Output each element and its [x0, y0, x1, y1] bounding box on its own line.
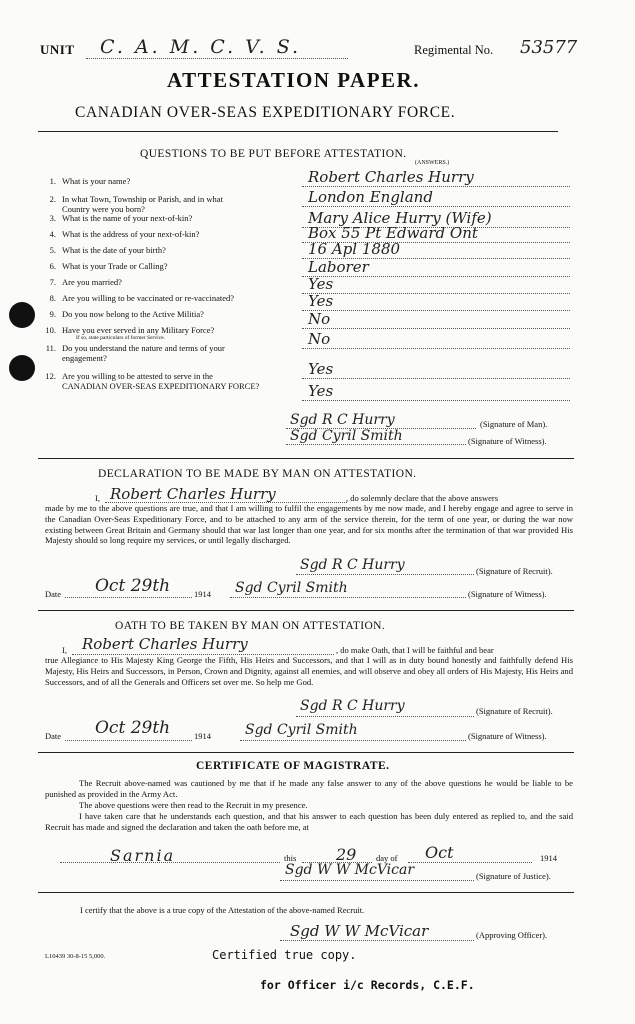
question-row — [40, 245, 300, 255]
certified-copy-stamp: Certified true copy. — [212, 948, 357, 962]
question-number: 6. — [49, 261, 56, 271]
punch-hole — [9, 302, 35, 328]
declaration-i: I, — [95, 493, 100, 503]
certificate-p1: The Recruit above-named was cautioned by me that if he made any false answer to any of the above questions he would be liable to be punished as provided in the Army Act. — [45, 778, 573, 799]
declaration-sig-witness-label: (Signature of Witness). — [468, 589, 547, 599]
signature-man-label: (Signature of Man). — [480, 419, 548, 429]
question-text: What is the date of your birth? — [62, 245, 166, 255]
question-row — [40, 325, 300, 341]
question-row — [40, 176, 300, 186]
oath-year: 1914 — [194, 731, 211, 741]
declaration-sig-witness: Sgd Cyril Smith — [235, 580, 348, 596]
oath-sig-witness: Sgd Cyril Smith — [245, 722, 358, 738]
declaration-year: 1914 — [194, 589, 211, 599]
certificate-this: this — [284, 853, 297, 863]
oath-i: I, — [62, 645, 67, 655]
declaration-body: made by me to the above questions are true, and that I am willing to fulfil the engagements by me now made, and I hereby engage and agree to serve in the Canadian Over-Seas Expeditionary Force, and to be attached to any arm of the service therein, for the term of one year, or during the war now existing between Great Britain and Germany should that war last longer than one year, and for six months after the termination of that war provided His Majesty should so long require my services, or until legally discharged. — [45, 503, 573, 546]
page-title: ATTESTATION PAPER. — [167, 68, 420, 92]
question-number: 8. — [49, 293, 56, 303]
question-row — [40, 343, 300, 363]
oath-body: true Allegiance to His Majesty King George the Fifth, His Heirs and Successors, and that I will as in duty bound honestly and faithfully defend His Majesty, His Heirs and Successors, in Person, Crown and Dignity, against all enemies, and will observe and obey all orders of His Majesty, His Heirs and Successors, and of all the Generals and Officers set over me. So help me God. — [45, 655, 573, 687]
question-number: 2. — [49, 194, 56, 204]
answers-label: (ANSWERS.) — [415, 160, 450, 166]
question-answer: Yes — [308, 382, 334, 400]
certificate-month: Oct — [425, 843, 454, 862]
regimental-label: Regimental No. — [414, 43, 494, 57]
certificate-day-of: day of — [376, 853, 398, 863]
question-answer: Yes — [308, 292, 334, 310]
sig-approving-officer: Sgd W W McVicar — [290, 922, 429, 940]
oath-name: Robert Charles Hurry — [82, 635, 248, 653]
question-number: 1. — [49, 176, 56, 186]
question-row — [40, 293, 300, 303]
question-number: 7. — [49, 277, 56, 287]
question-row — [40, 371, 300, 391]
sig-approving-label: (Approving Officer). — [476, 930, 548, 940]
question-number: 11. — [45, 343, 56, 353]
certificate-year: 1914 — [540, 853, 557, 863]
question-number: 4. — [49, 229, 56, 239]
oath-date: Oct 29th — [95, 718, 171, 738]
question-text: What is the name of your next-of-kin? — [62, 213, 193, 223]
question-text: Do you understand the nature and terms of your — [62, 343, 225, 353]
question-number: 10. — [45, 325, 56, 335]
question-text: What is your Trade or Calling? — [62, 261, 168, 271]
declaration-date-label: Date — [45, 589, 62, 599]
question-answer: Yes — [308, 360, 334, 378]
oath-sig-recruit-label: (Signature of Recruit). — [476, 706, 553, 716]
unit-value: C. A. M. C. V. S. — [100, 36, 302, 58]
question-text: Do you now belong to the Active Militia? — [62, 309, 204, 319]
question-number: 9. — [49, 309, 56, 319]
question-answer: Mary Alice Hurry (Wife) — [308, 209, 492, 227]
question-text: What is your name? — [62, 176, 131, 186]
question-answer: No — [308, 330, 331, 348]
certificate-p2: The above questions were then read to the Recruit in my presence. — [79, 800, 308, 810]
question-row — [40, 194, 300, 214]
question-text: Have you ever served in any Military Force? — [62, 325, 215, 335]
question-answer: Yes — [308, 275, 334, 293]
declaration-name: Robert Charles Hurry — [110, 485, 276, 503]
declaration-line1: , do solemnly declare that the above answers — [346, 493, 499, 503]
certificate-sig-justice-label: (Signature of Justice). — [476, 871, 551, 881]
question-answer: No — [308, 310, 331, 328]
for-officer-stamp: for Officer i/c Records, C.E.F. — [260, 978, 475, 992]
question-text: In what Town, Township or Parish, and in what — [62, 194, 223, 204]
certificate-sig-justice: Sgd W W McVicar — [285, 862, 415, 878]
question-number: 5. — [49, 245, 56, 255]
question-answer: 16 Apl 1880 — [308, 240, 401, 258]
question-row — [40, 277, 300, 287]
declaration-sig-recruit-label: (Signature of Recruit). — [476, 566, 553, 576]
page-subtitle: CANADIAN OVER-SEAS EXPEDITIONARY FORCE. — [75, 104, 456, 121]
questions-heading: QUESTIONS TO BE PUT BEFORE ATTESTATION. — [140, 148, 407, 160]
question-note: If so, state particulars of former Service. — [76, 335, 165, 341]
question-row — [40, 309, 300, 319]
oath-sig-recruit: Sgd R C Hurry — [300, 698, 405, 714]
question-text-cont: engagement? — [62, 353, 107, 363]
question-text: Are you married? — [62, 277, 122, 287]
declaration-date: Oct 29th — [95, 576, 171, 596]
oath-heading: OATH TO BE TAKEN BY MAN ON ATTESTATION. — [115, 620, 386, 632]
question-number: 3. — [49, 213, 56, 223]
question-answer: Box 55 Pt Edward Ont — [308, 224, 478, 242]
signature-man: Sgd R C Hurry — [290, 412, 395, 428]
question-text: Are you willing to be vaccinated or re-vaccinated? — [62, 293, 235, 303]
question-text: Are you willing to be attested to serve in the — [62, 371, 213, 381]
certificate-p3: I have taken care that he understands each question, and that his answer to each question has been duly entered as replied to, and the said Recruit has made and signed the declaration and taken the oath before me, at — [45, 811, 573, 832]
oath-line1: , do make Oath, that I will be faithful and bear — [336, 645, 494, 655]
certificate-place: Sarnia — [110, 846, 176, 865]
punch-hole — [9, 355, 35, 381]
question-number: 12. — [45, 371, 56, 381]
signature-witness-label: (Signature of Witness). — [468, 436, 547, 446]
declaration-sig-recruit: Sgd R C Hurry — [300, 557, 405, 573]
question-text-cont: CANADIAN OVER-SEAS EXPEDITIONARY FORCE? — [62, 381, 260, 391]
unit-label: UNIT — [40, 42, 75, 57]
copy-certification: I certify that the above is a true copy of the Attestation of the above-named Recruit. — [80, 905, 365, 915]
oath-sig-witness-label: (Signature of Witness). — [468, 731, 547, 741]
question-answer: Laborer — [308, 258, 369, 276]
regimental-number: 53577 — [520, 37, 578, 58]
question-row — [40, 213, 300, 223]
question-answer: Robert Charles Hurry — [308, 168, 474, 186]
question-row — [40, 261, 300, 271]
question-text-cont: Country were you born? — [62, 204, 145, 214]
question-answer: London England — [308, 188, 433, 206]
signature-witness: Sgd Cyril Smith — [290, 428, 403, 444]
question-text: What is the address of your next-of-kin? — [62, 229, 200, 239]
question-row — [40, 229, 300, 239]
declaration-heading: DECLARATION TO BE MADE BY MAN ON ATTESTATION. — [98, 468, 417, 480]
form-code: L10439 30-8-15 5,000. — [45, 953, 106, 960]
certificate-heading: CERTIFICATE OF MAGISTRATE. — [196, 760, 390, 772]
certificate-day: 29 — [336, 845, 357, 864]
oath-date-label: Date — [45, 731, 62, 741]
